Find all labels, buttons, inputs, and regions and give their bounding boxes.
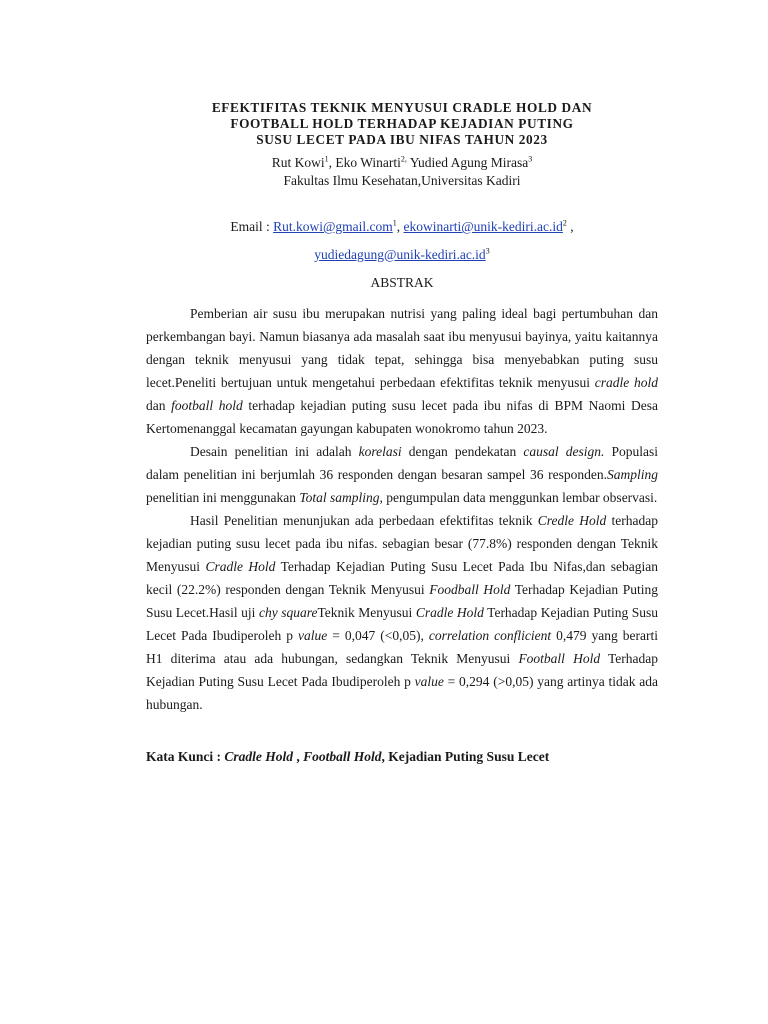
p2-text-3: Populasi dalam penelitian ini berjumlah 36 responden dengan besaran sampel 36 responden. bbox=[146, 444, 659, 482]
p3-italic-4: chy square bbox=[258, 605, 318, 620]
p2-italic-4: Total sampling, bbox=[299, 490, 383, 505]
paper-title bbox=[146, 100, 658, 148]
author-list bbox=[146, 154, 658, 172]
author-3: Yudied Agung Mirasa bbox=[406, 155, 529, 170]
p1-text-2: dan bbox=[146, 398, 172, 413]
p3-text-1: Hasil Penelitian menunjukan ada perbedaan efektifitas teknik bbox=[190, 513, 538, 528]
keywords bbox=[146, 748, 658, 766]
p2-text-4: penelitian ini menggunakan bbox=[146, 490, 300, 505]
p2-italic-1: korelasi bbox=[358, 444, 402, 459]
keyword-1: Cradle Hold bbox=[224, 749, 294, 764]
title-line-1: EFEKTIFITAS TEKNIK MENYUSUI CRADLE HOLD DAN bbox=[211, 100, 593, 115]
author-2: , Eko Winarti bbox=[328, 155, 401, 170]
email-label: Email : bbox=[230, 219, 274, 234]
email-line-2 bbox=[146, 246, 658, 264]
keyword-2: Football Hold bbox=[303, 749, 382, 764]
p2-italic-3: Sampling bbox=[606, 467, 658, 482]
p3-italic-3: Foodball Hold bbox=[429, 582, 511, 597]
keyword-rest: , Kejadian Puting Susu Lecet bbox=[381, 749, 550, 764]
p1-italic-1: cradle hold bbox=[594, 375, 659, 390]
p3-text-3: Terhadap Kejadian Puting Susu Lecet Pada Ibu Nifas,dan sebagian kecil (22.2%) responden dengan Teknik Menyusui bbox=[146, 559, 658, 597]
p2-text-5: pengumpulan data menggunkan lembar observasi. bbox=[382, 490, 658, 505]
author-1: Rut Kowi bbox=[271, 155, 325, 170]
p2-text-2: dengan pendekatan bbox=[401, 444, 524, 459]
p3-italic-5: Cradle Hold bbox=[415, 605, 484, 620]
abstract-heading: ABSTRAK bbox=[370, 275, 434, 290]
p2-text-1: Desain penelitian ini adalah bbox=[190, 444, 359, 459]
email-separator: , bbox=[396, 219, 404, 234]
p1-italic-2: football hold bbox=[171, 398, 243, 413]
email-1-marker: 1 bbox=[392, 218, 397, 228]
p3-text-8: 0,479 yang berarti H1 diterima atau ada hubungan, sedangkan Teknik Menyusui bbox=[146, 628, 658, 666]
p3-italic-6: value bbox=[297, 628, 328, 643]
email-3-marker: 3 bbox=[485, 246, 490, 256]
p3-text-6: Terhadap Kejadian Puting Susu Lecet Pada Ibudiperoleh p bbox=[146, 605, 659, 643]
keywords-label: Kata Kunci : bbox=[146, 749, 225, 764]
paper-page bbox=[146, 100, 658, 766]
keyword-separator: , bbox=[293, 749, 304, 764]
p3-italic-1: Credle Hold bbox=[537, 513, 607, 528]
affiliation: Fakultas Ilmu Kesehatan,Universitas Kadiri bbox=[283, 173, 521, 188]
p2-italic-2: causal design. bbox=[523, 444, 605, 459]
abstract-paragraph-2 bbox=[146, 440, 658, 509]
p3-text-7: = 0,047 (<0,05), bbox=[327, 628, 429, 643]
p3-text-10: = 0,294 (>0,05) yang artinya tidak ada hubungan. bbox=[146, 674, 658, 712]
p3-italic-8: Football Hold bbox=[518, 651, 601, 666]
title-line-2: FOOTBALL HOLD TERHADAP KEJADIAN PUTING bbox=[230, 116, 574, 131]
email-2-marker: 2 bbox=[562, 218, 567, 228]
email-link-3[interactable]: yudiedagung@unik-kediri.ac.id bbox=[314, 247, 486, 262]
p3-italic-7: correlation conflicient bbox=[428, 628, 552, 643]
p3-text-9: Terhadap Kejadian Puting Susu Lecet Pada Ibudiperoleh p bbox=[146, 651, 658, 689]
abstract-paragraph-3 bbox=[146, 509, 658, 716]
p3-text-4: Terhadap Kejadian Puting Susu Lecet.Hasil uji bbox=[146, 582, 658, 620]
email-line bbox=[146, 218, 658, 236]
email-trailing-comma: , bbox=[566, 219, 574, 234]
p3-italic-2: Cradle Hold bbox=[205, 559, 276, 574]
author-2-marker: 2, bbox=[400, 154, 407, 164]
p1-text-3: terhadap kejadian puting susu lecet pada ibu nifas di BPM Naomi Desa Kertomenanggal kecamatan gayungan kabupaten wonokromo tahun 2023. bbox=[146, 398, 658, 436]
p3-text-5: Teknik Menyusui bbox=[317, 605, 416, 620]
author-1-marker: 1 bbox=[324, 154, 329, 164]
title-line-3: SUSU LECET PADA IBU NIFAS TAHUN 2023 bbox=[256, 132, 548, 147]
email-link-2[interactable]: ekowinarti@unik-kediri.ac.id bbox=[403, 219, 563, 234]
email-link-1[interactable]: Rut.kowi@gmail.com bbox=[273, 219, 393, 234]
p3-italic-9: value bbox=[414, 674, 444, 689]
p3-text-2: terhadap kejadian puting susu lecet pada ibu nifas. sebagian besar (77.8%) responden dengan Teknik Menyusui bbox=[146, 513, 658, 574]
abstract-paragraph-1 bbox=[146, 302, 658, 440]
p1-text-1: Pemberian air susu ibu merupakan nutrisi yang paling ideal bagi pertumbuhan dan perkembangan bayi. Namun biasanya ada masalah saat ibu menyusui bayinya, yaitu kaitannya dengan teknik menyusui yang tidak tepat, sehingga bisa menyebabkan puting susu lecet.Peneliti bertujuan untuk mengetahui perbedaan efektifitas teknik menyusui bbox=[146, 306, 658, 390]
author-3-marker: 3 bbox=[528, 154, 533, 164]
